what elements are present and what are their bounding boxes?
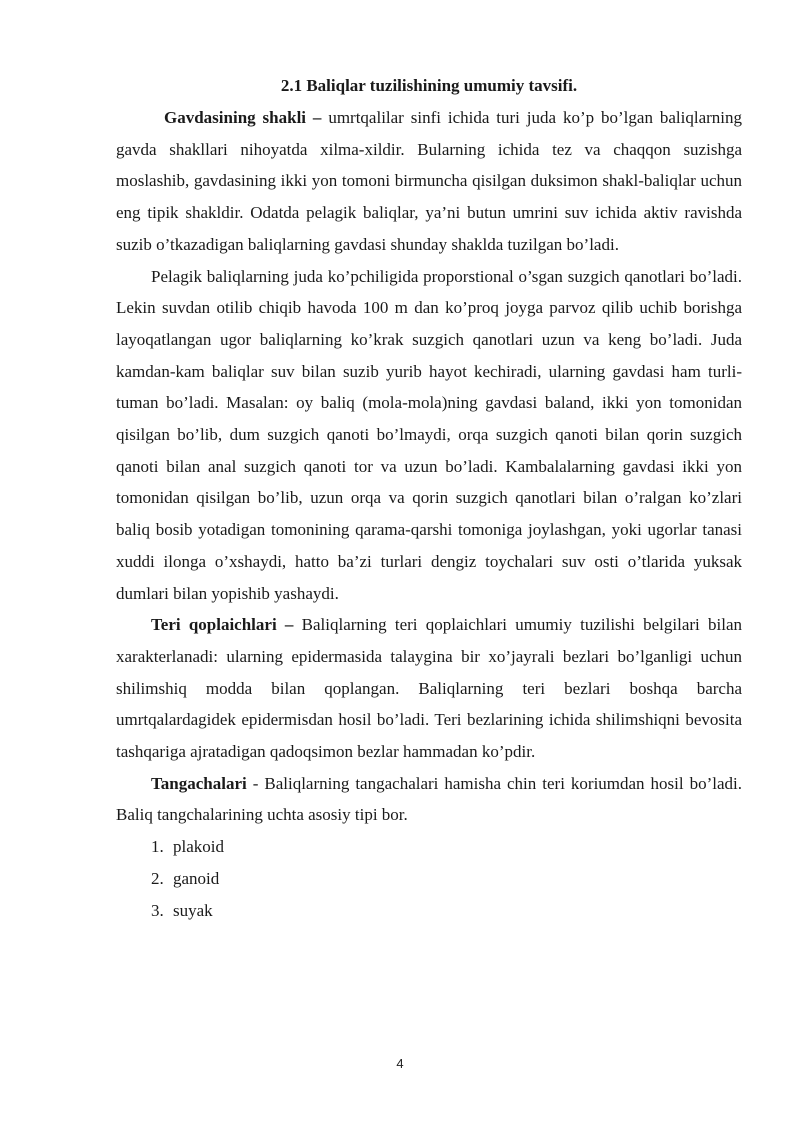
paragraph-text: Pelagik baliqlarning juda ko’pchiligida proporstional o’sgan suzgich qanotlari bo’ladi. Lekin suvdan otilib chiqib havoda 100 m dan ko’proq joyga parvoz qilib uchib borishga layoqatlangan ugor baliqlarning ko’krak suzgich qanotlari uzun va keng bo’ladi. Juda kamdan-kam baliqlar suv bilan suzib yurib hayot kechiradi, ularning gavdasi ham turli-tuman bo’ladi. Masalan: oy baliq (mola-mola)ning gavdasi baland, ikki yon tomonidan qisilgan bo’lib, dum suzgich qanoti bo’lmaydi, orqa suzgich qanoti bilan qorin suzgich qanoti bilan anal suzgich qanoti tor va uzun bo’ladi. Kambalalarning gavdasi ikki yon tomonidan qisilgan bo’lib, uzun orqa va qorin suzgich qanotlari bilan o’ralgan ko’zlari baliq bosib yotadigan tomonining qarama-qarshi tomoniga joylashgan, yoki ugorlar tanasi xuddi ilonga o’xshaydi, hatto ba’zi turlari dengiz toychalari suv osti o’tlarida yuksak dumlari bilan yopishib yashaydi. [116,266,742,603]
page-content [116,70,742,926]
list-item-number: 3. [151,900,164,920]
list-item [116,895,742,927]
paragraph-skin-covering [116,609,742,768]
list-item-number: 2. [151,868,164,888]
list-item-number: 1. [151,837,164,857]
paragraph-text: - Baliqlarning tangachalari hamisha chin teri koriumdan hosil bo’ladi. Baliq tangchalarining uchta asosiy tipi bor. [116,773,742,825]
list-item-label: plakoid [173,837,224,857]
paragraph-heading: Gavdasining shakli – [164,108,322,127]
paragraph-text: umrtqalilar sinfi ichida turi juda ko’p bo’lgan baliqlarning gavda shakllari nihoyatda xilma-xildir. Bularning ichida tez va chaqqon suzishga moslashib, gavdasining ikki yon tomoni birmuncha qisilgan duksimon shakl-baliqlar uchun eng tipik shakldir. Odatda pelagik baliqlar, ya’ni butun umrini suv ichida aktiv ravishda suzib o’tkazadigan baliqlarning gavdasi shunday shaklda tuzilgan bo’ladi. [116,108,742,254]
list-item [116,863,742,895]
paragraph-text: Baliqlarning teri qoplaichlari umumiy tuzilishi belgilari bilan xarakterlanadi: ularning epidermasida talaygina bir xo’jayrali bezlari bo’lganligi uchun shilimshiq modda bilan qoplangan. Baliqlarning teri bezlari boshqa barcha umrtqalardagidek epidermisdan hosil bo’ladi. Teri bezlarining ichida shilimshiqni bevosita tashqariga ajratadigan qadoqsimon bezlar hammadan ko’pdir. [116,615,742,762]
page-number: 4 [396,1056,404,1071]
list-item [116,831,742,863]
paragraph-pelagic-fish [116,261,742,610]
scale-types-list [116,831,742,926]
paragraph-body-shape [116,102,742,261]
list-item-label: ganoid [173,868,220,888]
list-item-label: suyak [173,900,213,920]
paragraph-scales [116,768,742,831]
paragraph-heading: Teri qoplaichlari – [151,615,294,635]
section-title: 2.1 Baliqlar tuzilishining umumiy tavsifi. [280,76,578,95]
paragraph-heading: Tangachalari [151,773,247,793]
